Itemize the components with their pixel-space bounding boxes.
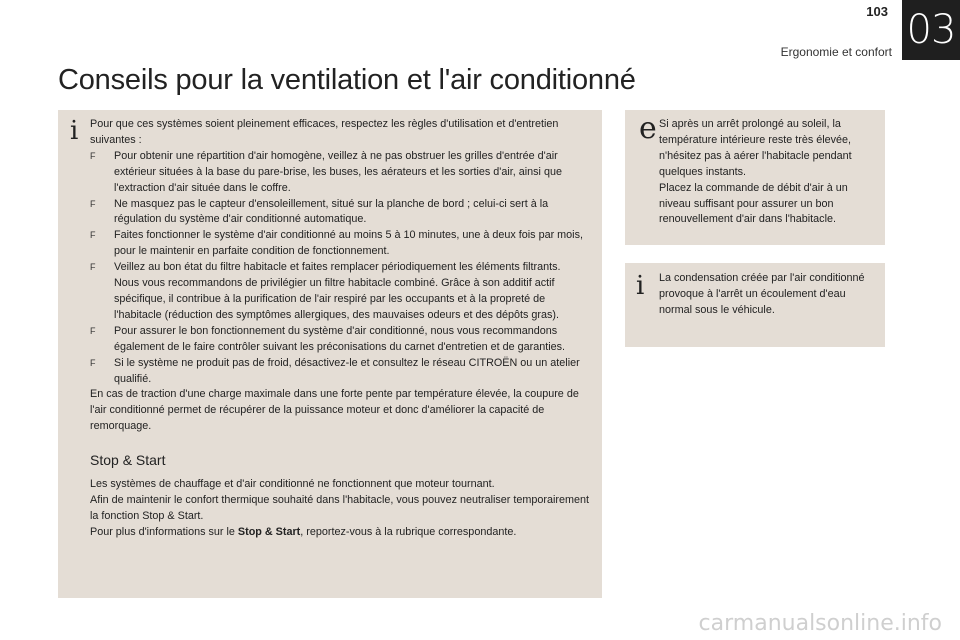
list-item-text: Veillez au bon état du filtre habitacle et faites remplacer périodiquement les éléments filtrants. [114,261,561,274]
list-item [90,324,594,356]
watermark: carmanualsonline.info [698,611,942,636]
main-info-box [58,110,602,598]
tips-list [90,149,594,388]
bullet-icon: F [90,230,96,241]
stop-start-line-3-start: Pour plus d'informations sur le [90,525,238,538]
list-item-text: Ne masquez pas le capteur d'ensoleillement, situé sur la planche de bord ; celui-ci sert à la régulation du système d'air conditionné automatique. [114,197,549,226]
list-item-text: Faites fonctionner le système d'air conditionné au moins 5 à 10 minutes, une à deux fois par mois, pour le maintenir en parfaite condition de fonctionnement. [114,229,583,258]
page-number: 103 [866,4,888,19]
list-item-extra-text: Nous vous recommandons de privilégier un filtre habitacle combiné. Grâce à son additif actif spécifique, il contribue à la purification de l'air respiré par les occupants et à la propreté de l'habitacle (réduction des symptômes allergiques, des mauvaises odeurs et des dépôts gras). [114,277,559,321]
list-item [90,197,594,229]
condensation-paragraph: La condensation créée par l'air conditionné provoque à l'arrêt un écoulement d'eau normal sous le véhicule. [659,272,865,316]
bullet-icon: F [90,198,96,209]
eco-tip-box [625,110,885,245]
list-item [90,356,594,388]
page-title: Conseils pour la ventilation et l'air conditionné [58,64,636,96]
list-item-text: Si le système ne produit pas de froid, désactivez-le et consultez le réseau CITROËN ou un atelier qualifié. [114,356,580,385]
eco-tip-paragraph-2: Placez la commande de débit d'air à un niveau suffisant pour assurer un bon renouvellement d'air dans l'habitacle. [659,181,848,226]
list-item-text: Pour obtenir une répartition d'air homogène, veillez à ne pas obstruer les grilles d'entrée d'air extérieur situées à la base du pare-brise, les buses, les aérateurs et les sorties d'air, ainsi que l'extraction d'air située dans le coffre. [114,149,562,194]
section-title: Ergonomie et confort [780,45,892,59]
stop-start-line-1: Les systèmes de chauffage et d'air conditionné ne fonctionnent que moteur tournant. [90,478,495,491]
stop-start-line-3-end: , reportez-vous à la rubrique correspondante. [300,525,517,538]
stop-start-line-3 [90,525,594,541]
eco-tip-paragraph-1: Si après un arrêt prolongé au soleil, la température intérieure reste très élevée, n'hésitez pas à aérer l'habitacle pendant quelques instants. [659,118,852,178]
bullet-icon: F [90,262,96,273]
traction-note: En cas de traction d'une charge maximale dans une forte pente par température élevée, la coupure de l'air conditionné permet de récupérer de la puissance moteur et donc d'améliorer la capacité de remorquage. [90,388,579,433]
bullet-icon: F [90,325,96,336]
bullet-icon: F [90,150,96,161]
eco-icon: e [639,111,657,146]
intro-text: Pour que ces systèmes soient pleinement efficaces, respectez les règles d'utilisation et d'entretien suivantes : [90,118,559,146]
stop-start-heading: Stop & Start [90,452,166,469]
info-icon: i [70,116,79,146]
bullet-icon: F [90,357,96,368]
eco-tip-text [659,117,877,228]
chapter-tab: 03 [902,0,960,60]
list-item-text: Pour assurer le bon fonctionnement du système d'air conditionné, nous vous recommandons également de le faire contrôler suivant les préconisations du carnet d'entretien et de garanties. [114,324,566,353]
main-info-text [90,117,594,541]
condensation-info-box [625,263,885,347]
list-item [90,149,594,197]
list-item [90,260,594,324]
condensation-text [659,271,877,319]
list-item [90,228,594,260]
stop-start-reference: Stop & Start [237,525,301,538]
stop-start-line-2: Afin de maintenir le confort thermique souhaité dans l'habitacle, vous pouvez neutraliser temporairement la fonction Stop & Start. [90,494,589,522]
info-icon: i [636,271,645,301]
